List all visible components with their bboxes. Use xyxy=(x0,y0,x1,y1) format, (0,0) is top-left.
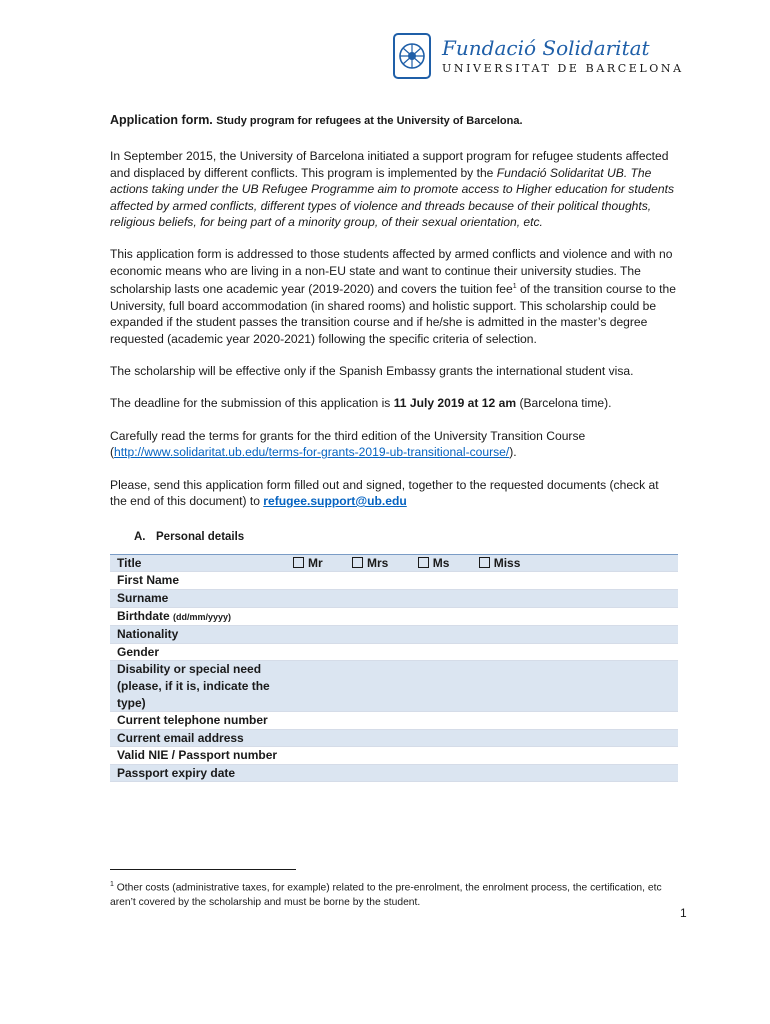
deadline-timezone: (Barcelona time). xyxy=(516,396,612,411)
checkbox-icon[interactable] xyxy=(418,557,429,568)
passport-expiry-field[interactable] xyxy=(286,764,678,782)
table-row xyxy=(110,626,678,644)
surname-field[interactable] xyxy=(286,589,678,607)
first-name-field[interactable] xyxy=(286,572,678,590)
title-label: Title xyxy=(110,554,286,572)
terms-link[interactable]: http://www.solidaritat.ub.edu/terms-for-grants-2019-ub-transitional-course/ xyxy=(114,445,510,460)
gender-label: Gender xyxy=(110,643,286,661)
visa-paragraph: The scholarship will be effective only if the Spanish Embassy grants the international student visa. xyxy=(110,363,634,378)
birthdate-format: (dd/mm/yyyy) xyxy=(173,611,232,622)
title-options xyxy=(286,554,678,572)
title-option-miss[interactable]: Miss xyxy=(479,555,521,572)
birthdate-label: Birthdate (dd/mm/yyyy) xyxy=(110,607,286,626)
section-a-heading xyxy=(134,529,678,545)
telephone-field[interactable] xyxy=(286,712,678,730)
fundacio-emblem-icon xyxy=(392,32,432,80)
nie-passport-label: Valid NIE / Passport number xyxy=(110,747,286,765)
table-row xyxy=(110,643,678,661)
terms-paragraph xyxy=(110,428,678,461)
nationality-field[interactable] xyxy=(286,626,678,644)
table-row xyxy=(110,572,678,590)
birthdate-field[interactable] xyxy=(286,607,678,626)
title-option-mr[interactable]: Mr xyxy=(293,555,323,572)
intro-paragraph xyxy=(110,148,678,230)
footnote xyxy=(110,878,678,910)
footnote-text: Other costs (administrative taxes, for example) related to the pre-enrolment, the enrolment process, the certification, etc aren’t covered by the scholarship and must be borne by the student. xyxy=(110,882,662,908)
logo-title: Fundació Solidaritat xyxy=(442,36,650,60)
checkbox-icon[interactable] xyxy=(352,557,363,568)
table-row xyxy=(110,607,678,626)
table-row xyxy=(110,712,678,730)
table-row xyxy=(110,661,678,712)
table-row xyxy=(110,764,678,782)
title-main: Application form. xyxy=(110,113,213,127)
nie-passport-field[interactable] xyxy=(286,747,678,765)
footnote-marker: 1 xyxy=(110,881,114,888)
table-row xyxy=(110,589,678,607)
section-letter: A. xyxy=(134,531,146,544)
footnote-divider xyxy=(110,869,296,870)
table-row xyxy=(110,729,678,747)
footnote-ref[interactable]: 1 xyxy=(512,283,517,291)
deadline-text: The deadline for the submission of this application is xyxy=(110,396,394,411)
deadline-date: 11 July 2019 at 12 am xyxy=(393,396,517,411)
title-option-ms[interactable]: Ms xyxy=(418,555,450,572)
support-email-link[interactable]: refugee.support@ub.edu xyxy=(263,493,407,508)
table-row xyxy=(110,554,678,572)
title-option-mrs[interactable]: Mrs xyxy=(352,555,388,572)
personal-details-table xyxy=(110,554,678,783)
submission-text: Please, send this application form filled out and signed, together to the requested documents (check at the end of this document) to xyxy=(110,477,659,508)
table-row xyxy=(110,747,678,765)
section-title: Personal details xyxy=(156,531,245,544)
page-number: 1 xyxy=(680,906,687,920)
passport-expiry-label: Passport expiry date xyxy=(110,764,286,782)
surname-label: Surname xyxy=(110,589,286,607)
disability-label: Disability or special need (please, if it is, indicate the type) xyxy=(110,661,286,712)
terms-text: Carefully read the terms for grants for the third edition of the University Transition Course ( xyxy=(110,428,586,460)
checkbox-icon[interactable] xyxy=(293,557,304,568)
disability-field[interactable] xyxy=(286,661,678,712)
terms-text-end: ). xyxy=(509,445,517,460)
deadline-paragraph xyxy=(110,395,678,411)
telephone-label: Current telephone number xyxy=(110,712,286,730)
scope-text-1: This application form is addressed to those students affected by armed conflicts and violence and with no economic means who are living in a non-EU state and want to continue their university studies. The scholarship lasts one academic year (2019-2020) and covers the tuition fee xyxy=(110,247,673,297)
document-body xyxy=(110,112,678,782)
logo-subtitle: UNIVERSITAT DE BARCELONA xyxy=(442,62,684,75)
title-sub: Study program for refugees at the University of Barcelona. xyxy=(216,115,523,127)
intro-text: In September 2015, the University of Barcelona initiated a support program for refugee students affected and displaced by different conflicts. This program is implemented by the xyxy=(110,149,669,180)
checkbox-icon[interactable] xyxy=(479,557,490,568)
fundacio-logo xyxy=(392,32,692,88)
email-field[interactable] xyxy=(286,729,678,747)
first-name-label: First Name xyxy=(110,572,286,590)
submission-paragraph xyxy=(110,477,678,510)
gender-field[interactable] xyxy=(286,643,678,661)
page-title xyxy=(110,112,678,129)
email-label: Current email address xyxy=(110,729,286,747)
intro-italic-text: Fundació Solidaritat UB. The actions taking under the UB Refugee Programme aim to promote access to Higher education for students affected by armed conflicts, different types of violence and threads because of their political thoughts, religious beliefs, for being part of a minority group, of their sexual orientation, etc. xyxy=(110,165,675,230)
nationality-label: Nationality xyxy=(110,626,286,644)
scope-paragraph xyxy=(110,246,678,346)
scope-text-2: of the transition course to the University, full board accommodation (in shared rooms) and holistic support. This scholarship could be expanded if the student passes the transition course and if he/she is admitted in the master’s degree requested (academic year 2020-2021) following the specific criteria of selection. xyxy=(110,282,676,346)
